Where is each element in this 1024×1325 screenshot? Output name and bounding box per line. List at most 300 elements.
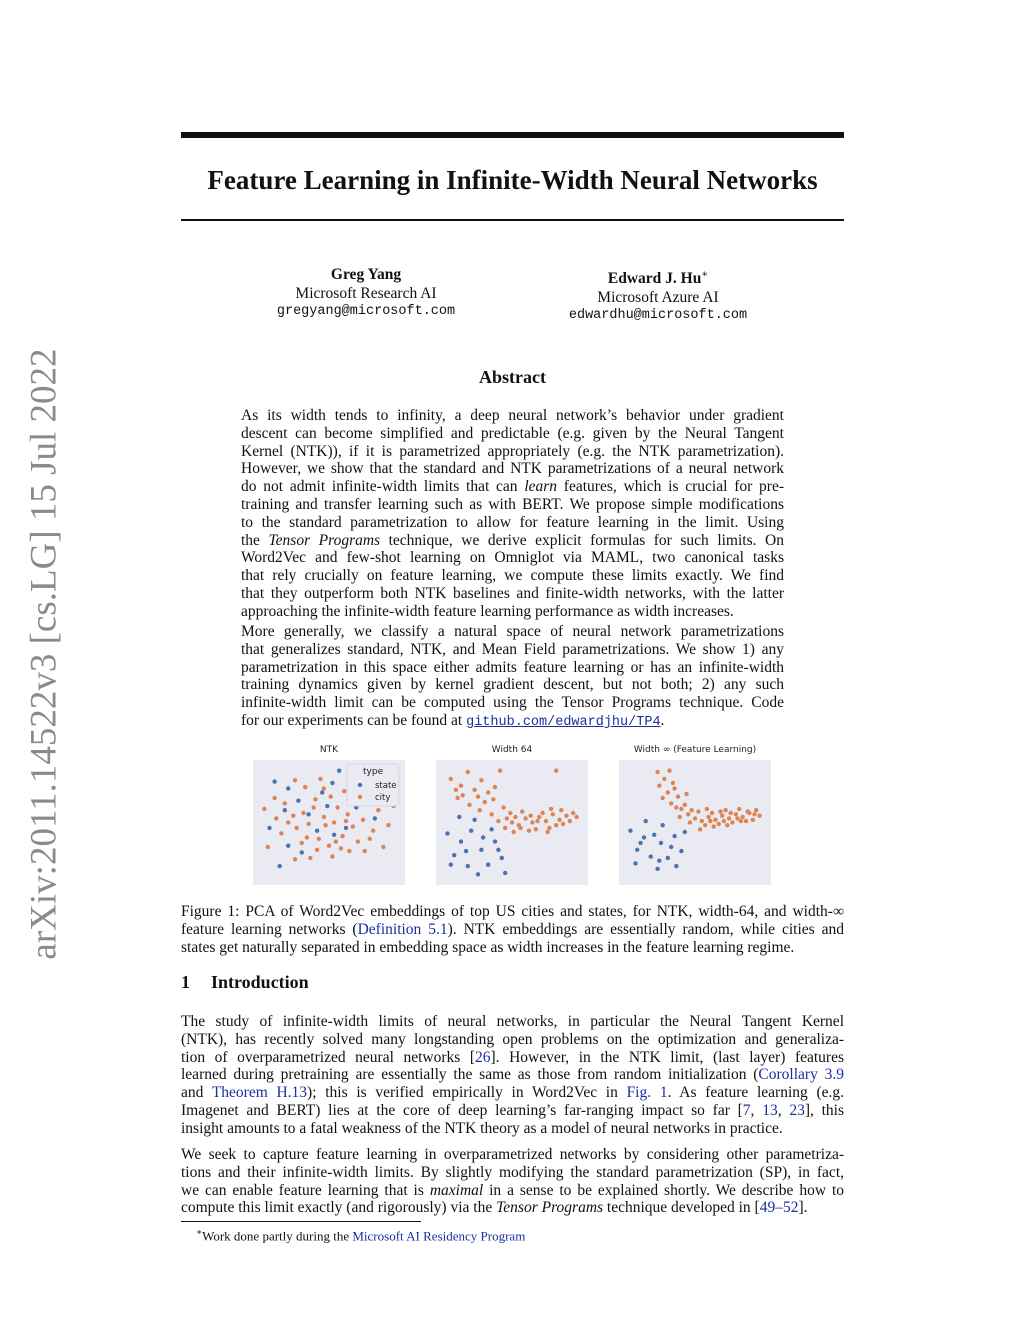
point-city <box>557 818 561 822</box>
point-city <box>295 826 299 830</box>
abstract-line: descent can become simplified and predictable (e.g. given by the Neural Tangent <box>241 424 784 442</box>
point-city <box>734 812 738 816</box>
point-city <box>334 839 338 843</box>
point-city <box>729 811 733 815</box>
point-state <box>679 849 683 853</box>
point-city <box>518 826 522 830</box>
section-title: Introduction <box>211 972 309 992</box>
body-text: technique developed in [ <box>603 1199 760 1217</box>
body-text-italic: maximal <box>429 1181 484 1199</box>
abstract-paragraph-2 <box>241 623 784 732</box>
ref-definition-5-1[interactable]: Definition 5.1 <box>357 920 448 938</box>
point-state <box>457 815 461 819</box>
point-city <box>686 812 690 816</box>
point-city <box>376 808 380 812</box>
point-city <box>449 777 453 781</box>
point-city <box>561 822 565 826</box>
point-city <box>466 770 470 774</box>
point-city <box>752 812 756 816</box>
point-state <box>674 864 678 868</box>
body-text: , <box>750 1101 763 1119</box>
point-city <box>722 819 726 823</box>
point-state <box>449 863 453 867</box>
point-city <box>317 837 321 841</box>
point-city <box>718 809 722 813</box>
title-rule-top <box>181 132 844 138</box>
point-city <box>544 819 548 823</box>
point-state <box>500 856 504 860</box>
point-state <box>486 863 490 867</box>
point-state <box>464 849 468 853</box>
point-city <box>723 808 727 812</box>
point-city <box>340 834 344 838</box>
point-state <box>300 850 304 854</box>
point-city <box>303 785 307 789</box>
point-state <box>503 871 507 875</box>
github-link[interactable]: github.com/edwardjhu/TP4 <box>466 714 661 730</box>
point-city <box>662 777 666 781</box>
intro-paragraph-2 <box>181 1146 844 1217</box>
abstract-line: that rely crucially on feature learning, we compute these limits exactly. We find <box>241 567 784 585</box>
abstract-line: parametrization in this space either admits feature learning or has an infinite-width <box>241 658 784 676</box>
point-city <box>291 814 295 818</box>
point-city <box>537 815 541 819</box>
legend-entry-city: city <box>375 793 391 803</box>
point-city <box>479 778 483 782</box>
body-text: tion of overparametrized neural networks [ <box>181 1048 475 1066</box>
ref-theorem-h-13[interactable]: Theorem H.13 <box>211 1084 308 1102</box>
author-block-1 <box>236 266 496 322</box>
point-city <box>305 835 309 839</box>
intro-paragraph-1 <box>181 1013 844 1138</box>
point-state <box>325 804 329 808</box>
point-city <box>683 803 687 807</box>
legend-marker-state <box>358 783 362 787</box>
body-line <box>181 1102 844 1120</box>
footnote-text: Work done partly during the <box>202 1228 353 1244</box>
point-city <box>472 788 476 792</box>
point-city <box>300 841 304 845</box>
point-state <box>655 867 659 871</box>
point-city <box>655 770 659 774</box>
point-state <box>666 856 670 860</box>
point-city <box>330 854 334 858</box>
body-text: Imagenet and BERT) lies at the core of deep learning’s far-ranging impact so far [ <box>181 1101 743 1119</box>
body-line <box>181 1182 844 1200</box>
abstract-line: training and transfer learning such as with BERT. We propose simple modifications <box>241 495 784 513</box>
point-city <box>318 777 322 781</box>
point-city <box>737 807 741 811</box>
point-city <box>315 848 319 852</box>
point-city <box>554 769 558 773</box>
point-city <box>459 784 463 788</box>
point-city <box>689 808 693 812</box>
point-city <box>368 837 372 841</box>
point-city <box>529 814 533 818</box>
point-city <box>549 807 553 811</box>
point-city <box>491 797 495 801</box>
legend-marker-city <box>358 795 362 799</box>
point-city <box>684 792 688 796</box>
paper-title: Feature Learning in Infinite-Width Neural Networks <box>207 165 818 195</box>
point-city <box>717 822 721 826</box>
point-city <box>346 812 350 816</box>
point-state <box>332 833 336 837</box>
body-line <box>181 1049 844 1067</box>
point-city <box>272 796 276 800</box>
point-city <box>508 811 512 815</box>
legend <box>347 764 399 806</box>
point-city <box>332 820 336 824</box>
point-city <box>740 815 744 819</box>
point-state <box>493 839 497 843</box>
point-city <box>283 801 287 805</box>
point-city <box>672 786 676 790</box>
point-city <box>293 857 297 861</box>
citation-23[interactable]: 23 <box>789 1101 805 1119</box>
point-city <box>688 820 692 824</box>
point-city <box>339 846 343 850</box>
point-city <box>678 815 682 819</box>
point-city <box>286 820 290 824</box>
point-city <box>713 818 717 822</box>
point-city <box>725 823 729 827</box>
point-city <box>674 805 678 809</box>
microsoft-ai-residency-link[interactable]: Microsoft AI Residency Program <box>352 1228 526 1244</box>
point-city <box>503 826 507 830</box>
body-text-italic: Tensor Programs <box>496 1199 604 1217</box>
footnote-rule <box>181 1221 421 1222</box>
author-email: gregyang@microsoft.com <box>276 304 456 319</box>
point-state <box>278 864 282 868</box>
caption-line: Figure 1: PCA of Word2Vec embeddings of top US cities and states, for NTK, width-64, and width-∞ <box>181 903 844 920</box>
abstract-line: that generalizes standard, NTK, and Mean Field parametrizations. We show 1) any <box>241 640 784 658</box>
point-city <box>730 820 734 824</box>
body-line <box>181 1084 844 1102</box>
point-city <box>313 797 317 801</box>
point-city <box>559 808 563 812</box>
point-state <box>472 818 476 822</box>
point-city <box>679 807 683 811</box>
body-line: insight amounts to a fatal weakness of the NTK theory as a model of neural networks in practice. <box>181 1119 783 1137</box>
citation-13[interactable]: 13 <box>762 1101 778 1119</box>
point-city <box>342 789 346 793</box>
point-city <box>363 849 367 853</box>
abstract-line: approaching the infinite-width feature learning performance as width increases. <box>241 602 734 620</box>
code-suffix: . <box>660 711 665 729</box>
point-state <box>683 830 687 834</box>
body-line: tions and their infinite-width limits. By slightly modifying the standard parametrization (SP), in fact, <box>181 1163 844 1181</box>
author-name: Greg Yang <box>330 266 402 283</box>
point-state <box>320 790 324 794</box>
point-city <box>274 816 278 820</box>
point-city <box>574 815 578 819</box>
point-state <box>469 829 473 833</box>
point-state <box>489 827 493 831</box>
point-city <box>489 812 493 816</box>
point-city <box>356 839 360 843</box>
body-line: (NTK), has recently solved many longstanding open problems on the optimization and generaliza- <box>181 1030 844 1048</box>
caption-line: states get naturally separated in embedding space as width increases in the feature learning regime. <box>181 938 795 956</box>
point-city <box>496 819 500 823</box>
point-city <box>657 784 661 788</box>
ref-corollary-3-9[interactable]: Corollary 3.9 <box>758 1066 845 1084</box>
point-city <box>540 811 544 815</box>
point-state <box>481 835 485 839</box>
point-city <box>546 830 550 834</box>
point-city <box>478 808 482 812</box>
arxiv-sidebar-stamp <box>18 348 70 960</box>
abstract-line: to the standard parametrization to allow for feature learning in the limit. Using <box>241 513 784 531</box>
point-city <box>671 781 675 785</box>
point-city <box>371 829 375 833</box>
point-state <box>659 841 663 845</box>
point-city <box>483 800 487 804</box>
code-prefix: for our experiments can be found at <box>241 711 467 729</box>
point-city <box>547 826 551 830</box>
point-state <box>267 826 271 830</box>
abstract-paragraph-1 <box>241 407 784 621</box>
point-city <box>308 856 312 860</box>
point-city <box>693 816 697 820</box>
point-city <box>706 815 710 819</box>
point-city <box>501 805 505 809</box>
plot-title-ntk: NTK <box>319 745 339 755</box>
point-state <box>306 812 310 816</box>
section-number: 1 <box>181 972 190 992</box>
point-state <box>628 829 632 833</box>
author-email: edwardhu@microsoft.com <box>568 308 748 324</box>
abstract-line: that they outperform both NTK baselines and finite-width networks, with the latter <box>241 584 784 602</box>
ref-fig-1[interactable]: Fig. 1 <box>626 1084 668 1102</box>
point-state <box>661 823 665 827</box>
point-city <box>703 823 707 827</box>
legend-entry-state: state <box>375 781 397 791</box>
point-city <box>301 811 305 815</box>
point-state <box>337 769 341 773</box>
point-city <box>696 809 700 813</box>
point-city <box>329 794 333 798</box>
point-city <box>708 819 712 823</box>
point-city <box>323 823 327 827</box>
plot-title-width-inf: Width ∞ (Feature Learning) <box>633 745 757 755</box>
point-city <box>327 844 331 848</box>
point-state <box>657 859 661 863</box>
point-city <box>698 827 702 831</box>
point-city <box>527 829 531 833</box>
point-city <box>454 788 458 792</box>
caption-line <box>181 921 844 939</box>
body-line <box>181 1066 844 1084</box>
point-state <box>296 799 300 803</box>
point-state <box>272 779 276 783</box>
plot-background <box>619 760 771 885</box>
caption-text: feature learning networks ( <box>181 920 358 938</box>
point-city <box>534 827 538 831</box>
point-state <box>373 816 377 820</box>
point-state <box>466 864 470 868</box>
point-city <box>312 805 316 809</box>
author-affiliation: Microsoft Azure AI <box>597 288 719 306</box>
point-city <box>754 808 758 812</box>
body-text: ]. <box>798 1199 808 1217</box>
point-city <box>266 845 270 849</box>
point-city <box>571 811 575 815</box>
point-city <box>293 778 297 782</box>
footnote <box>196 1227 525 1244</box>
abstract-line: infinite-width limit can be computed using the Tensor Programs technique. Code <box>241 694 784 712</box>
body-text: and <box>181 1084 212 1102</box>
scatter-plot-width-inf <box>619 760 771 885</box>
abstract-line: the Tensor Programs technique, we derive explicit formulas for such limits. On <box>241 531 784 549</box>
point-city <box>667 769 671 773</box>
body-line: The study of infinite-width limits of neural networks, in particular the Neural Tangent Kernel <box>181 1013 844 1030</box>
point-city <box>510 820 514 824</box>
point-city <box>476 794 480 798</box>
point-state <box>315 829 319 833</box>
point-city <box>461 793 465 797</box>
point-city <box>344 819 348 823</box>
point-state <box>652 833 656 837</box>
author-footnote-mark: ∗ <box>701 269 709 280</box>
body-line <box>181 1199 844 1217</box>
point-city <box>493 785 497 789</box>
point-city <box>455 796 459 800</box>
author-name-line <box>528 266 788 289</box>
point-city <box>512 830 516 834</box>
point-state <box>459 839 463 843</box>
point-state <box>286 844 290 848</box>
point-city <box>486 790 490 794</box>
point-city <box>551 812 555 816</box>
point-city <box>568 819 572 823</box>
point-city <box>381 845 385 849</box>
point-city <box>361 818 365 822</box>
point-city <box>467 803 471 807</box>
point-city <box>262 807 266 811</box>
point-city <box>676 794 680 798</box>
point-state <box>476 872 480 876</box>
point-city <box>564 814 568 818</box>
title-rule-bottom <box>181 219 844 221</box>
body-text: ); this is verified empirically in Word2Vec in <box>307 1084 627 1102</box>
point-city <box>735 816 739 820</box>
abstract-line: Kernel (NTK)), if it is parametrized appropriately (e.g. the NTK parametrization). <box>241 442 784 460</box>
point-city <box>498 769 502 773</box>
point-city <box>513 815 517 819</box>
point-state <box>479 848 483 852</box>
point-city <box>505 816 509 820</box>
point-state <box>642 835 646 839</box>
point-city <box>712 824 716 828</box>
point-city <box>700 819 704 823</box>
point-state <box>344 826 348 830</box>
plot-title-width64: Width 64 <box>491 745 533 755</box>
abstract-line-code <box>241 712 784 732</box>
point-city <box>523 816 527 820</box>
point-city <box>351 824 355 828</box>
point-state <box>330 781 334 785</box>
point-state <box>644 819 648 823</box>
point-city <box>335 805 339 809</box>
point-city <box>710 811 714 815</box>
point-city <box>279 831 283 835</box>
point-city <box>347 849 351 853</box>
point-state <box>283 808 287 812</box>
citation-49-52[interactable]: 49–52 <box>759 1199 799 1217</box>
body-text: , <box>777 1101 790 1119</box>
footnote-mark: ∗ <box>196 1227 203 1237</box>
body-text: compute this limit exactly (and rigorously) via the <box>181 1199 497 1217</box>
figure-caption <box>181 903 844 956</box>
point-city <box>386 823 390 827</box>
point-city <box>669 801 673 805</box>
point-city <box>322 815 326 819</box>
abstract-line: Word2Vec and few-shot learning on Omniglot via MAML, two canonical tasks <box>241 549 784 567</box>
arxiv-id: arXiv:2011.14522v3 [cs.LG] 15 Jul 2022 <box>23 348 65 960</box>
scatter-plot-width64 <box>436 760 588 885</box>
body-text: we can enable feature learning that is <box>181 1181 430 1199</box>
point-city <box>727 816 731 820</box>
point-state <box>635 848 639 852</box>
point-city <box>322 786 326 790</box>
author-name: Edward J. Hu <box>607 270 702 288</box>
body-line: We seek to capture feature learning in overparametrized networks by considering other parametriza- <box>181 1146 844 1163</box>
author-affiliation: Microsoft Research AI <box>295 284 437 302</box>
abstract-heading: Abstract <box>479 367 546 387</box>
point-state <box>672 834 676 838</box>
point-state <box>496 848 500 852</box>
point-state <box>286 786 290 790</box>
abstract-line: training dynamics given by kernel gradient descent, but not both; 2) any such <box>241 676 784 694</box>
abstract-line: More generally, we classify a natural space of neural network parametrizations <box>241 623 784 640</box>
point-city <box>744 819 748 823</box>
point-city <box>720 814 724 818</box>
point-city <box>530 820 534 824</box>
citation-7[interactable]: 7 <box>742 1101 751 1119</box>
point-city <box>554 823 558 827</box>
body-text: learned during pretraining are essentially the same as those from random initialization ( <box>181 1066 759 1084</box>
point-state <box>452 853 456 857</box>
point-state <box>649 854 653 858</box>
legend-title: type <box>363 767 384 777</box>
section-heading <box>181 972 309 993</box>
point-state <box>445 831 449 835</box>
abstract-line: do not admit infinite-width limits that can learn features, which is crucial for pre- <box>241 478 784 496</box>
body-text: ], this <box>804 1101 845 1119</box>
point-state <box>669 845 673 849</box>
point-city <box>661 796 665 800</box>
point-city <box>306 822 310 826</box>
point-state <box>633 861 637 865</box>
point-city <box>520 809 524 813</box>
author-block-2 <box>528 266 788 326</box>
point-city <box>746 809 750 813</box>
point-city <box>535 819 539 823</box>
caption-text: ). NTK embeddings are essentially random, while cities and <box>447 920 844 938</box>
point-city <box>705 807 709 811</box>
body-text: in a sense to be explained shortly. We describe how to <box>483 1181 844 1199</box>
point-city <box>666 790 670 794</box>
point-city <box>751 818 755 822</box>
point-city <box>757 814 761 818</box>
body-text: . As feature learning (e.g. <box>667 1084 844 1102</box>
body-text: ]. However, in the NTK limit, (last layer) features <box>490 1048 844 1066</box>
abstract-line: As its width tends to infinity, a deep neural network’s behavior under gradient <box>241 407 784 424</box>
point-state <box>638 841 642 845</box>
scatter-plot-ntk <box>253 760 405 885</box>
citation-26[interactable]: 26 <box>475 1048 491 1066</box>
